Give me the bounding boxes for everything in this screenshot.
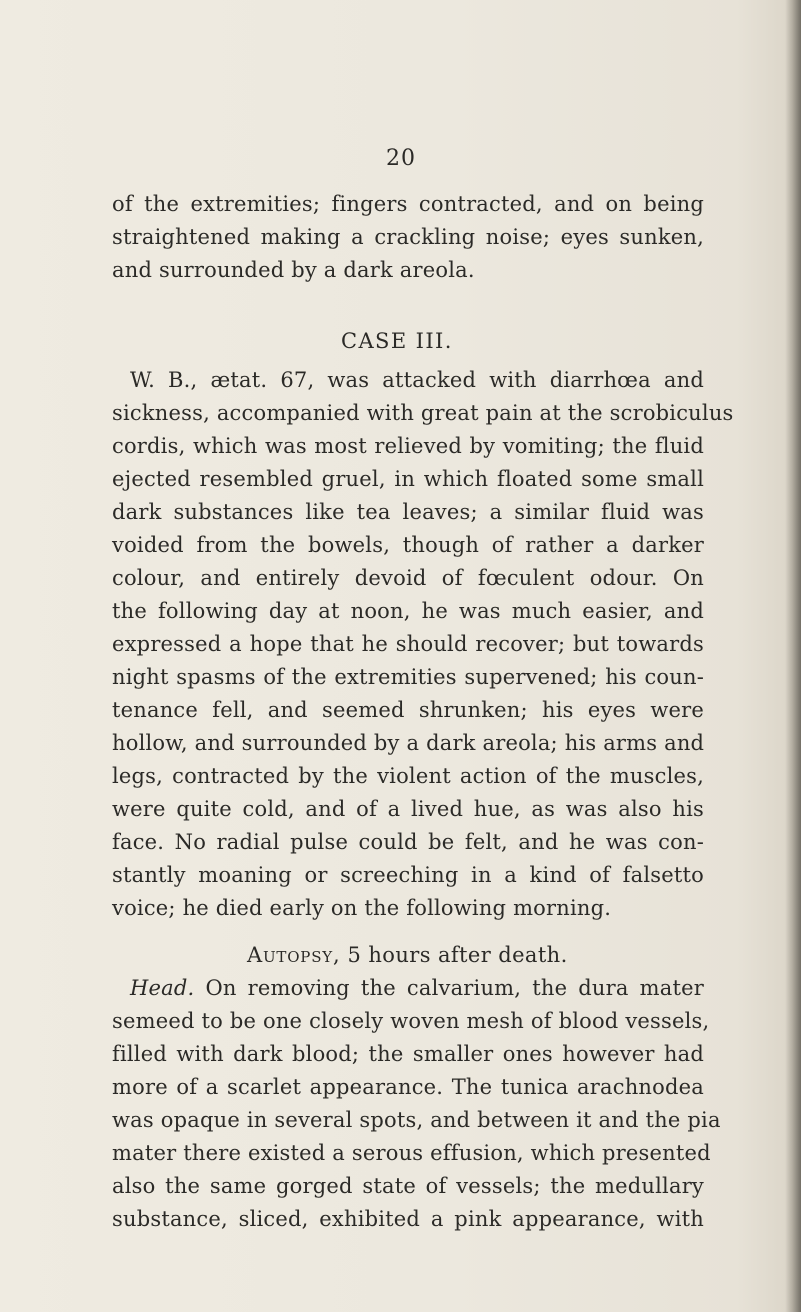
page-number: 20 bbox=[386, 146, 416, 171]
head-label: Head. bbox=[130, 976, 195, 1000]
head-line: more of a scarlet appearance. The tunica arachnodea bbox=[112, 1075, 704, 1099]
case-line: W. B., ætat. 67, was attacked with diarrhœa and bbox=[130, 368, 704, 392]
case-heading: CASE III. bbox=[341, 329, 453, 353]
autopsy-label: Autopsy, bbox=[247, 943, 341, 967]
opening-line: and surrounded by a dark areola. bbox=[112, 258, 475, 282]
case-line: voice; he died early on the following morning. bbox=[112, 896, 612, 920]
head-first-text: On removing the calvarium, the dura mater bbox=[205, 976, 704, 1000]
case-line: cordis, which was most relieved by vomiting; the fluid bbox=[112, 434, 704, 458]
case-line: dark substances like tea leaves; a similar fluid was bbox=[112, 500, 704, 524]
opening-line: of the extremities; fingers contracted, and on being bbox=[112, 192, 704, 216]
case-line: expressed a hope that he should recover; but towards bbox=[112, 632, 704, 656]
head-line: filled with dark blood; the smaller ones however had bbox=[112, 1042, 704, 1066]
case-line: legs, contracted by the violent action of the muscles, bbox=[112, 764, 704, 788]
page-gutter-shadow bbox=[785, 0, 801, 1312]
autopsy-time: 5 hours after death. bbox=[347, 943, 568, 967]
head-line: was opaque in several spots, and between it and the pia bbox=[112, 1108, 721, 1132]
case-line: were quite cold, and of a lived hue, as was also his bbox=[112, 797, 704, 821]
head-line: also the same gorged state of vessels; the medullary bbox=[112, 1174, 704, 1198]
case-line: tenance fell, and seemed shrunken; his eyes were bbox=[112, 698, 704, 722]
autopsy-heading bbox=[247, 941, 568, 969]
head-line: mater there existed a serous effusion, which presented bbox=[112, 1141, 711, 1165]
case-line: colour, and entirely devoid of fœculent odour. On bbox=[112, 566, 704, 590]
case-line: night spasms of the extremities supervened; his coun- bbox=[112, 665, 704, 689]
head-first-line bbox=[130, 974, 704, 1002]
head-line: substance, sliced, exhibited a pink appearance, with bbox=[112, 1207, 704, 1231]
head-line: semeed to be one closely woven mesh of blood vessels, bbox=[112, 1009, 710, 1033]
case-line: voided from the bowels, though of rather a darker bbox=[112, 533, 704, 557]
opening-line: straightened making a crackling noise; eyes sunken, bbox=[112, 225, 704, 249]
case-line: the following day at noon, he was much easier, and bbox=[112, 599, 704, 623]
case-line: sickness, accompanied with great pain at the scrobiculus bbox=[112, 401, 734, 425]
case-line: ejected resembled gruel, in which floated some small bbox=[112, 467, 704, 491]
case-line: face. No radial pulse could be felt, and he was con- bbox=[112, 830, 704, 854]
case-line: hollow, and surrounded by a dark areola; his arms and bbox=[112, 731, 705, 755]
case-line: stantly moaning or screeching in a kind of falsetto bbox=[112, 863, 704, 887]
